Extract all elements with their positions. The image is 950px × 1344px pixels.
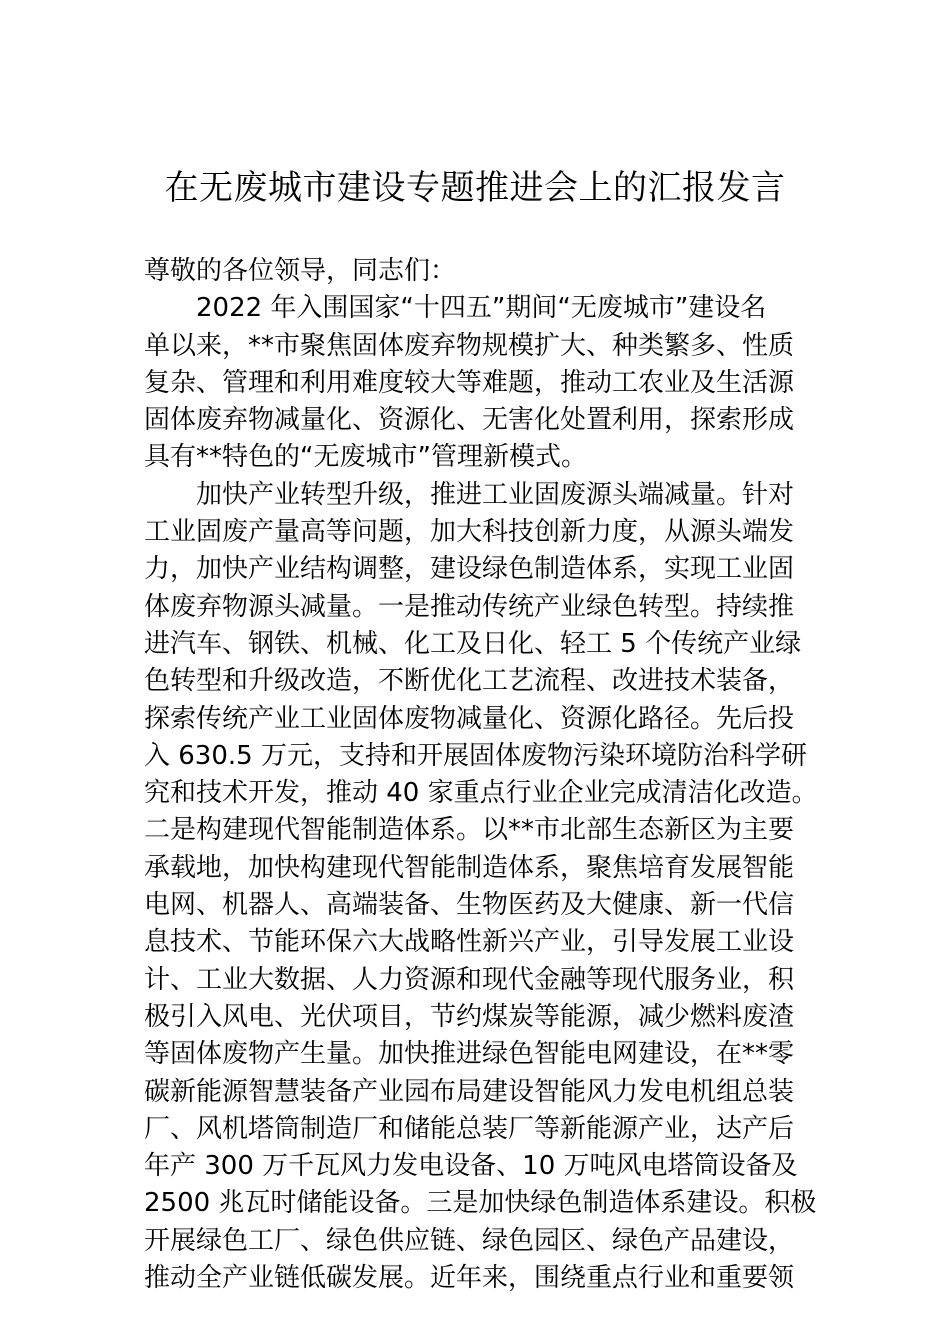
paragraph-line: 探索传统产业工业固体废物减量化、资源化路径。先后投 [144, 703, 795, 734]
paragraph-line: 碳新能源智慧装备产业园布局建设智能风力发电机组总装 [144, 1076, 795, 1107]
paragraph-line: 电网、机器人、高端装备、生物医药及大健康、新一代信 [144, 890, 795, 921]
paragraph-line: 承载地，加快构建现代智能制造体系，聚焦培育发展智能 [144, 852, 795, 883]
salutation-line: 尊敬的各位领导，同志们： [144, 256, 457, 286]
document-body [144, 253, 818, 1297]
paragraph-line: 息技术、节能环保六大战略性新兴产业，引导发展工业设 [144, 927, 795, 958]
paragraph-line: 极引入风电、光伏项目，节约煤炭等能源，减少燃料废渣 [144, 1001, 795, 1032]
paragraph-line: 2022 年入围国家“十四五”期间“无废城市”建设名 [196, 293, 767, 324]
paragraph-line: 厂、风机塔筒制造厂和储能总装厂等新能源产业，达产后 [144, 1113, 795, 1144]
document-title: 在无废城市建设专题推进会上的汇报发言 [164, 168, 786, 208]
paragraph-line: 入 630.5 万元，支持和开展固体废物污染环境防治科学研 [144, 740, 807, 771]
paragraph-line: 固体废弃物减量化、资源化、无害化处置利用，探索形成 [144, 405, 795, 436]
paragraph-line: 推动全产业链低碳发展。近年来，围绕重点行业和重要领 [144, 1263, 795, 1294]
paragraph-line: 工业固废产量高等问题，加大科技创新力度，从源头端发 [144, 517, 795, 548]
paragraph-line: 进汽车、钢铁、机械、化工及日化、轻工 5 个传统产业绿 [144, 628, 802, 659]
paragraph-line: 体废弃物源头减量。一是推动传统产业绿色转型。持续推 [144, 591, 795, 622]
paragraph-line: 色转型和升级改造，不断优化工艺流程、改进技术装备， [144, 666, 795, 697]
paragraph-line: 力，加快产业结构调整，建设绿色制造体系，实现工业固 [144, 554, 795, 585]
paragraph-line: 计、工业大数据、人力资源和现代金融等现代服务业，积 [144, 964, 795, 995]
paragraph-line: 年产 300 万千瓦风力发电设备、10 万吨风电塔筒设备及 [144, 1151, 798, 1182]
paragraph-line: 等固体废物产生量。加快推进绿色智能电网建设，在**零 [144, 1039, 795, 1070]
paragraph-line: 加快产业转型升级，推进工业固废源头端减量。针对 [196, 479, 795, 510]
paragraph-line: 2500 兆瓦时储能设备。三是加快绿色制造体系建设。积极 [144, 1188, 817, 1219]
paragraph-line: 二是构建现代智能制造体系。以**市北部生态新区为主要 [144, 815, 795, 846]
paragraph-line: 开展绿色工厂、绿色供应链、绿色园区、绿色产品建设， [144, 1225, 795, 1256]
paragraph-line: 具有**特色的“无废城市”管理新模式。 [144, 442, 587, 473]
paragraph-line: 究和技术开发，推动 40 家重点行业企业完成清洁化改造。 [144, 778, 818, 809]
paragraph-line: 复杂、管理和利用难度较大等难题，推动工农业及生活源 [144, 367, 795, 398]
paragraph-line: 单以来，**市聚焦固体废弃物规模扩大、种类繁多、性质 [144, 330, 795, 361]
